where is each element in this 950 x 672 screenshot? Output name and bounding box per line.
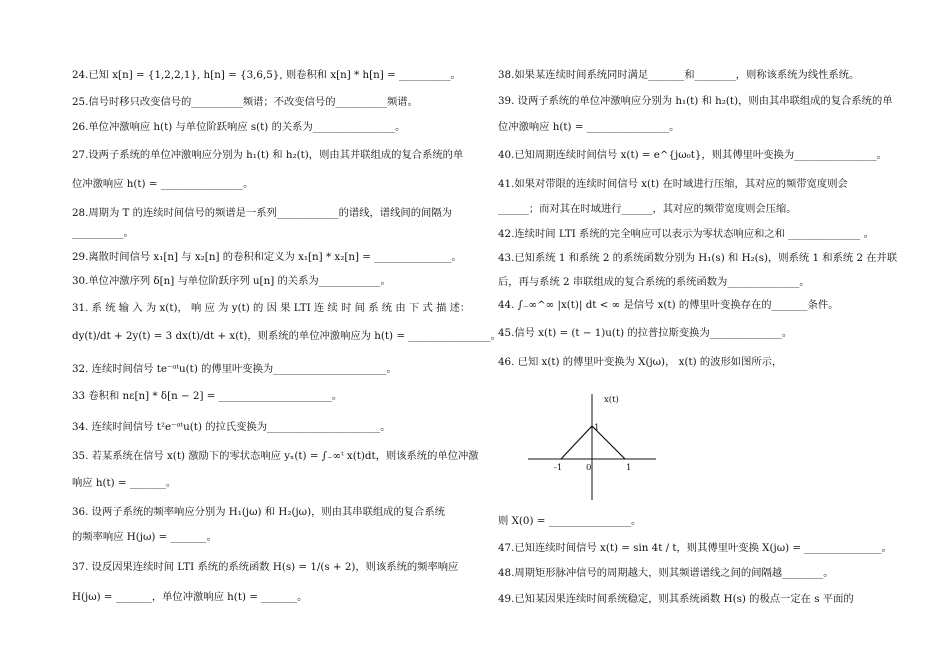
figure-tick-1: 1 — [626, 463, 632, 473]
question-line: 44. ∫₋∞^∞ |x(t)| dt < ∞ 是信号 x(t) 的傅里叶变换存在的_______条件。 — [498, 299, 839, 311]
question-line: 27.设两子系统的单位冲激响应分别为 h₁(t) 和 h₂(t)，则由其并联组成的复合系统的单 — [72, 149, 464, 161]
question-line: 的频率响应 H(jω) = _______。 — [72, 531, 217, 543]
question-line: 后，再与系统 2 串联组成的复合系统的系统函数为______________。 — [498, 276, 810, 288]
question-line: 49.已知某因果连续时间系统稳定，则其系统函数 H(s) 的极点一定在 s 平面的 — [498, 593, 854, 605]
question-line: __________。 — [72, 227, 134, 239]
question-line: 26.单位冲激响应 h(t) 与单位阶跃响应 s(t) 的关系为________________。 — [72, 121, 406, 133]
question-line: dy(t)/dt + 2y(t) = 3 dx(t)/dt + x(t)，则系统的单位冲激响应为 h(t) = ________________。 — [72, 330, 501, 342]
question-line: 48.周期矩形脉冲信号的周期越大，则其频谱谱线之间的间隔越________。 — [498, 567, 834, 579]
question-line: ______；而对其在时域进行______，其对应的频带宽度则会压缩。 — [498, 203, 797, 215]
question-line: 33 卷积和 nε[n] * δ[n − 2] = ______________________。 — [72, 390, 343, 402]
question-line: 39. 设两子系统的单位冲激响应分别为 h₁(t) 和 h₂(t)，则由其串联组成的复合系统的单 — [498, 95, 893, 107]
question-line: 35. 若某系统在信号 x(t) 激励下的零状态响应 yₓ(t) = ∫₋∞ᵗ x(t)dt，则该系统的单位冲激 — [72, 450, 479, 462]
question-line: 响应 h(t) = _______。 — [72, 477, 177, 489]
question-line: 34. 连续时间信号 t²e⁻ᵅᵗu(t) 的拉氏变换为______________________。 — [72, 421, 391, 433]
question-line: 38.如果某连续时间系统同时满足_______和________，则称该系统为线性系统。 — [498, 69, 860, 81]
figure-tick-0: 0 — [586, 463, 592, 473]
question-line: 28.周期为 T 的连续时间信号的频谱是一系列____________的谱线，谱线间的间隔为 — [72, 207, 452, 219]
question-line: 43.已知系统 1 和系统 2 的系统函数分别为 H₁(s) 和 H₂(s)，则系统 1 和系统 2 在并联 — [498, 252, 898, 264]
question-line: 37. 设反因果连续时间 LTI 系统的系统函数 H(s) = 1/(s + 2)，则该系统的频率响应 — [72, 561, 459, 573]
figure-peak-label: 1 — [594, 423, 600, 433]
question-line: 31. 系 统 输 入 为 x(t)， 响 应 为 y(t) 的 因 果 LTI 连 续 时 间 系 统 由 下 式 描 述： — [72, 302, 471, 314]
figure-y-label: x(t) — [604, 395, 619, 405]
question-line: 位冲激响应 h(t) = ________________。 — [72, 178, 254, 190]
question-line: 41.如果对带限的连续时间信号 x(t) 在时域进行压缩，其对应的频带宽度则会 — [498, 178, 848, 190]
question-line: 42.连续时间 LTI 系统的完全响应可以表示为零状态响应和之和 ______________ 。 — [498, 228, 874, 240]
question-line: 32. 连续时间信号 te⁻ᵅᵗu(t) 的傅里叶变换为______________________。 — [72, 363, 397, 375]
question-line: 位冲激响应 h(t) = ________________。 — [498, 121, 680, 133]
question-line: 24.已知 x[n] = {1,2,2,1}, h[n] = {3,6,5}, 则卷积和 x[n] * h[n] = __________。 — [72, 69, 461, 81]
triangle-signal — [561, 426, 625, 459]
question-line: 40.已知周期连续时间信号 x(t) = e^{jω₀t}，则其傅里叶变换为________________。 — [498, 149, 887, 161]
question-line: 45.信号 x(t) = (t − 1)u(t) 的拉普拉斯变换为______________。 — [498, 327, 793, 339]
question-line: 36. 设两子系统的频率响应分别为 H₁(jω) 和 H₂(jω)，则由其串联组成的复合系统 — [72, 506, 445, 518]
question-line: H(jω) = _______，单位冲激响应 h(t) = _______。 — [72, 591, 308, 603]
question-line: 30.单位冲激序列 δ[n] 与单位阶跃序列 u[n] 的关系为____________。 — [72, 275, 391, 287]
question-line: 则 X(0) = ________________。 — [498, 515, 642, 527]
question-line: 29.离散时间信号 x₁[n] 与 x₂[n] 的卷积和定义为 x₁[n] * x₂[n] = _______________。 — [72, 251, 462, 263]
figure-tick-neg1: -1 — [554, 463, 563, 473]
question-line: 46. 已知 x(t) 的傅里叶变换为 X(jω)， x(t) 的波形如图所示， — [498, 356, 783, 368]
triangle-waveform-figure — [528, 390, 658, 500]
question-line: 25.信号时移只改变信号的__________频谱；不改变信号的__________频谱。 — [72, 96, 418, 108]
question-line: 47.已知连续时间信号 x(t) = sin 4t / t，则其傅里叶变换 X(jω) = _______________。 — [498, 542, 892, 554]
